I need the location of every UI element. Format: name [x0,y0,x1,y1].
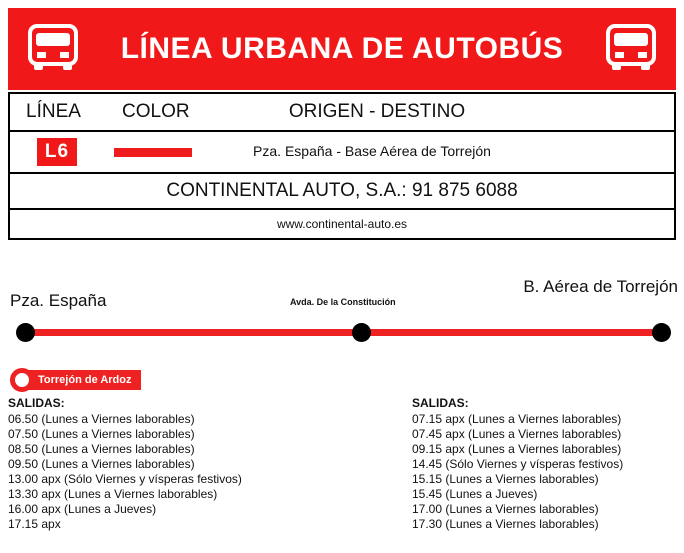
operator-website-row[interactable] [10,210,674,238]
page-title: LÍNEA URBANA DE AUTOBÚS [120,32,564,65]
departures-title: SALIDAS: [412,396,469,410]
circle-marker-icon [10,368,34,392]
departure-item: 07.15 apx (Lunes a Viernes laborables) [412,412,622,426]
departures-return [412,396,682,532]
departure-item: 17.30 (Lunes a Viernes laborables) [412,517,599,531]
column-header-color: COLOR [122,101,190,122]
column-header-origen-destino: ORIGEN - DESTINO [288,101,466,122]
route-stop-label-origin: Pza. España [10,291,107,310]
bus-icon [604,22,658,76]
column-header-linea: LÍNEA [26,101,81,122]
route-stop-dot [652,323,671,342]
operator-phone-row [10,174,674,210]
route-stop-dot [352,323,371,342]
route-stop-label-destination: B. Aérea de Torrejón [523,277,678,296]
line-number-label: L6 [44,141,70,162]
departure-item: 09.50 (Lunes a Viernes laborables) [8,457,195,471]
departure-item: 17.15 apx [8,517,61,531]
departure-item: 15.15 (Lunes a Viernes laborables) [412,472,599,486]
origin-destination-label: Pza. España - Base Aérea de Torrejón [253,143,491,159]
departure-item: 13.30 apx (Lunes a Viernes laborables) [8,487,218,501]
operator-website-link[interactable]: www.continental-auto.es [276,217,408,231]
table-data-row [10,132,674,174]
header-banner [8,8,676,90]
departure-item: 06.50 (Lunes a Viernes laborables) [8,412,195,426]
departure-item: 13.00 apx (Sólo Viernes y vísperas festivos) [8,472,242,486]
departure-item: 17.00 (Lunes a Viernes laborables) [412,502,599,516]
departure-item: 07.45 apx (Lunes a Viernes laborables) [412,427,622,441]
route-map [0,275,684,385]
departure-item: 14.45 (Sólo Viernes y vísperas festivos) [412,457,624,471]
departure-item: 09.15 apx (Lunes a Viernes laborables) [412,442,622,456]
departure-item: 15.45 (Lunes a Jueves) [412,487,538,501]
departures-outbound [8,396,398,532]
city-marker-label: Torrejón de Ardoz [24,370,141,390]
operator-phone-label: CONTINENTAL AUTO, S.A.: 91 875 6088 [166,180,518,201]
route-stop-label-middle: Avda. De la Constitución [290,297,396,307]
departure-item: 07.50 (Lunes a Viernes laborables) [8,427,195,441]
departure-item: 16.00 apx (Lunes a Jueves) [8,502,157,516]
departures-title: SALIDAS: [8,396,65,410]
table-header-row [10,94,674,132]
departure-item: 08.50 (Lunes a Viernes laborables) [8,442,195,456]
route-line [20,329,660,336]
line-info-table [8,92,676,240]
route-stop-dot [16,323,35,342]
